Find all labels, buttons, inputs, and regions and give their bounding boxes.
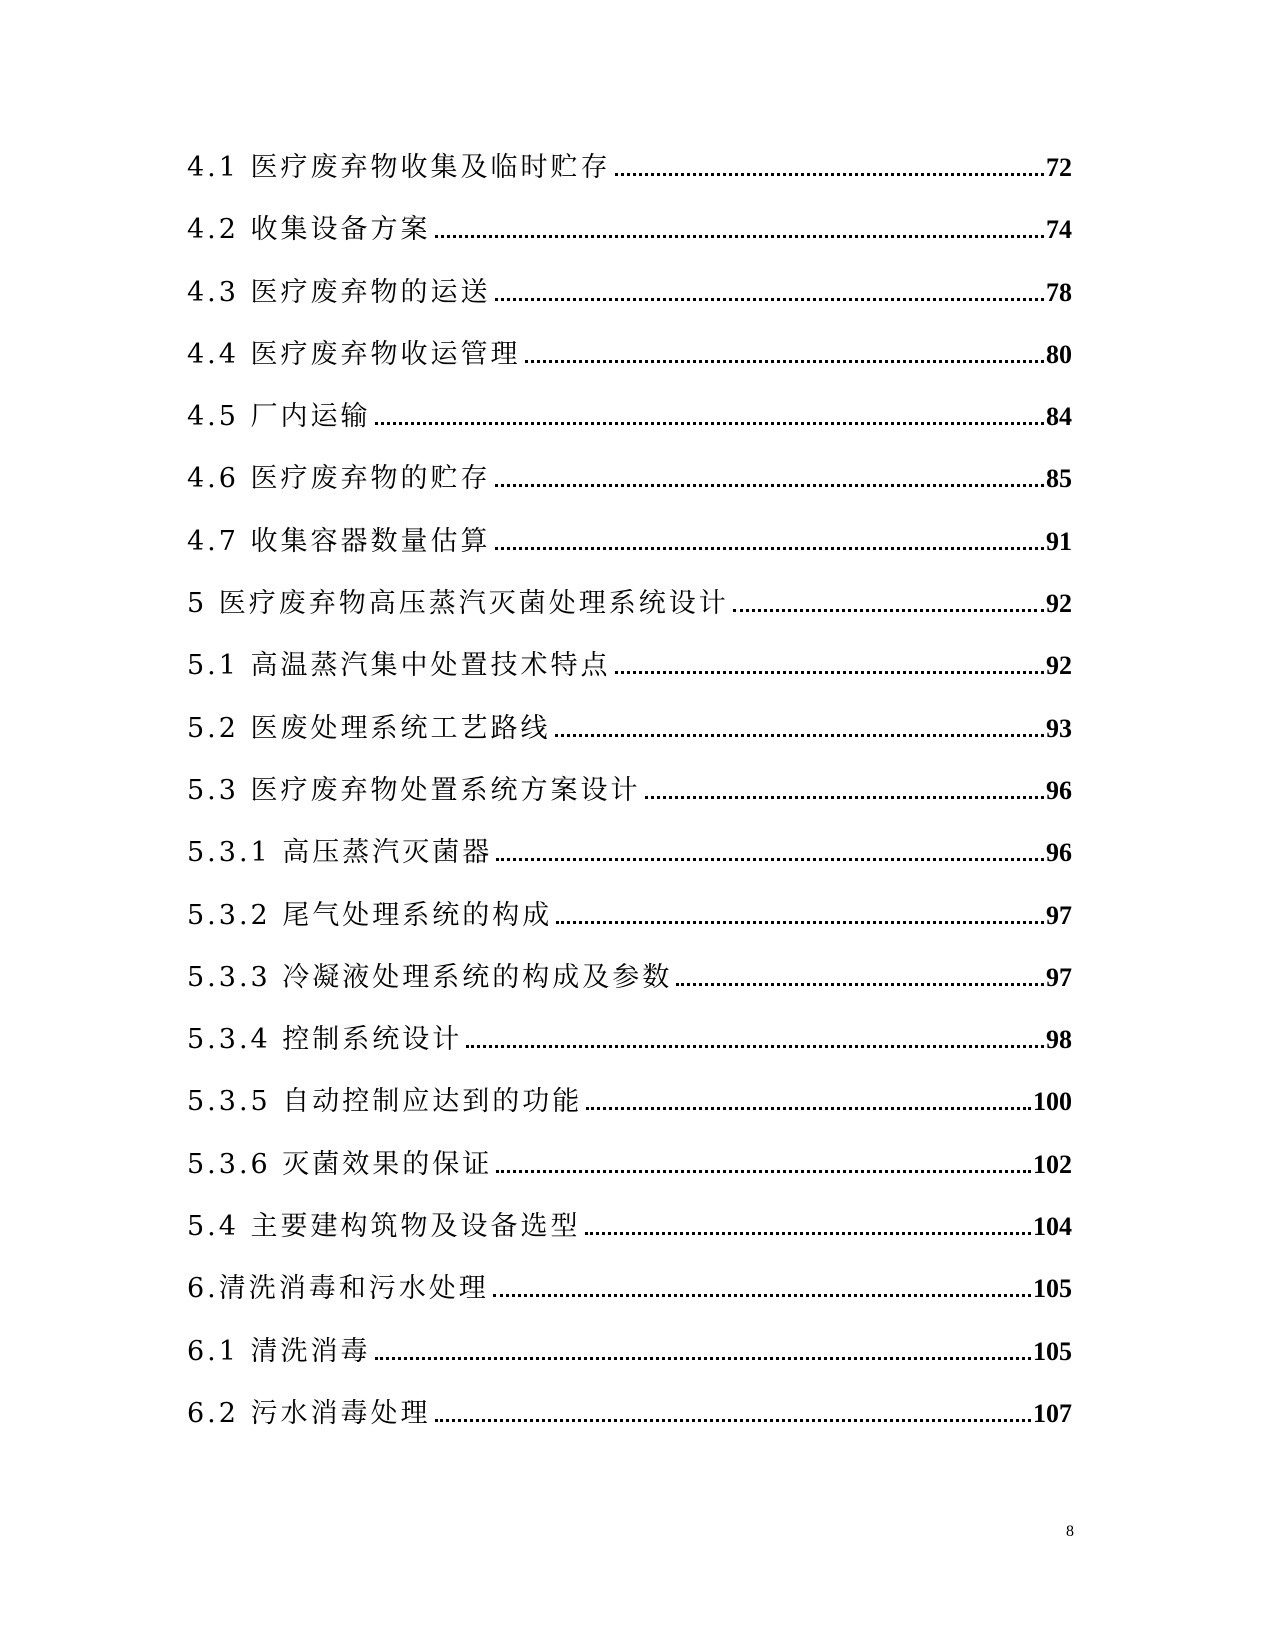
toc-entry-title: 5.3.5 自动控制应达到的功能 bbox=[187, 1086, 583, 1118]
toc-dot-leader bbox=[493, 1294, 1031, 1297]
toc-entry-page: 72 bbox=[1046, 153, 1072, 182]
toc-entry[interactable] bbox=[187, 1329, 1072, 1391]
toc-entry-page: 96 bbox=[1046, 838, 1072, 868]
toc-entry[interactable] bbox=[187, 519, 1072, 581]
toc-entry-page: 85 bbox=[1046, 464, 1072, 494]
toc-entry-page: 107 bbox=[1033, 1398, 1072, 1428]
toc-entry-page: 92 bbox=[1046, 651, 1072, 681]
toc-entry[interactable] bbox=[187, 706, 1072, 768]
page-number: 8 bbox=[1066, 1523, 1074, 1540]
toc-entry[interactable] bbox=[187, 955, 1072, 1017]
toc-entry-page: 92 bbox=[1046, 589, 1072, 619]
toc-entry[interactable] bbox=[187, 768, 1072, 830]
toc-entry-title: 4.1 医疗废弃物收集及临时贮存 bbox=[187, 152, 611, 183]
toc-entry-page: 105 bbox=[1033, 1336, 1072, 1366]
toc-dot-leader bbox=[645, 796, 1044, 799]
toc-dot-leader bbox=[435, 235, 1044, 238]
toc-entry[interactable] bbox=[187, 1142, 1072, 1204]
toc-entry-title: 4.3 医疗废弃物的运送 bbox=[187, 276, 491, 308]
toc-dot-leader bbox=[615, 671, 1044, 674]
toc-dot-leader bbox=[495, 547, 1044, 550]
table-of-contents bbox=[187, 145, 1072, 1453]
toc-entry-title: 6.清洗消毒和污水处理 bbox=[187, 1273, 489, 1305]
toc-dot-leader bbox=[435, 1419, 1031, 1422]
toc-entry-page: 104 bbox=[1033, 1212, 1072, 1242]
toc-entry[interactable] bbox=[187, 643, 1072, 705]
toc-dot-leader bbox=[496, 858, 1044, 861]
toc-entry-title: 5.3.2 尾气处理系统的构成 bbox=[187, 899, 553, 931]
toc-entry[interactable] bbox=[187, 1391, 1072, 1453]
toc-entry-title: 5.2 医废处理系统工艺路线 bbox=[187, 712, 551, 744]
toc-entry-page: 97 bbox=[1046, 900, 1072, 930]
toc-entry[interactable] bbox=[187, 1017, 1072, 1079]
toc-entry[interactable] bbox=[187, 394, 1072, 456]
toc-dot-leader bbox=[375, 422, 1044, 425]
toc-dot-leader bbox=[495, 484, 1044, 487]
toc-entry[interactable] bbox=[187, 207, 1072, 269]
toc-entry[interactable] bbox=[187, 1079, 1072, 1141]
toc-entry-page: 102 bbox=[1033, 1149, 1072, 1179]
toc-dot-leader bbox=[555, 734, 1044, 737]
toc-dot-leader bbox=[496, 1170, 1031, 1173]
toc-entry-page: 98 bbox=[1046, 1025, 1072, 1055]
toc-dot-leader bbox=[586, 1107, 1031, 1110]
toc-dot-leader bbox=[375, 1357, 1031, 1360]
toc-entry-title: 4.5 厂内运输 bbox=[187, 401, 371, 433]
toc-entry-title: 5.3.1 高压蒸汽灭菌器 bbox=[187, 837, 493, 869]
toc-entry-title: 4.2 收集设备方案 bbox=[187, 214, 431, 246]
toc-entry-title: 5 医疗废弃物高压蒸汽灭菌处理系统设计 bbox=[187, 588, 729, 620]
toc-entry-page: 78 bbox=[1046, 277, 1072, 307]
toc-dot-leader bbox=[466, 1045, 1044, 1048]
toc-entry-title: 6.1 清洗消毒 bbox=[187, 1335, 371, 1367]
toc-entry[interactable] bbox=[187, 456, 1072, 518]
toc-entry-page: 100 bbox=[1033, 1087, 1072, 1117]
toc-entry[interactable] bbox=[187, 270, 1072, 332]
toc-dot-leader bbox=[585, 1232, 1031, 1235]
toc-entry-page: 105 bbox=[1033, 1274, 1072, 1304]
toc-dot-leader bbox=[615, 173, 1044, 176]
toc-entry[interactable] bbox=[187, 145, 1072, 207]
toc-entry[interactable] bbox=[187, 893, 1072, 955]
toc-entry-title: 6.2 污水消毒处理 bbox=[187, 1397, 431, 1429]
toc-dot-leader bbox=[556, 921, 1044, 924]
toc-entry[interactable] bbox=[187, 1204, 1072, 1266]
toc-entry-title: 5.1 高温蒸汽集中处置技术特点 bbox=[187, 650, 611, 682]
toc-entry-title: 5.3.6 灭菌效果的保证 bbox=[187, 1148, 493, 1180]
toc-dot-leader bbox=[525, 360, 1044, 363]
toc-entry-title: 4.7 收集容器数量估算 bbox=[187, 525, 491, 557]
toc-entry-page: 96 bbox=[1046, 775, 1072, 805]
toc-entry-page: 91 bbox=[1046, 526, 1072, 556]
toc-entry-title: 5.3.3 冷凝液处理系统的构成及参数 bbox=[187, 961, 673, 993]
toc-entry[interactable] bbox=[187, 332, 1072, 394]
toc-entry[interactable] bbox=[187, 830, 1072, 892]
toc-entry[interactable] bbox=[187, 581, 1072, 643]
toc-entry-page: 84 bbox=[1046, 402, 1072, 432]
toc-entry-title: 4.4 医疗废弃物收运管理 bbox=[187, 338, 521, 370]
toc-entry-page: 93 bbox=[1046, 713, 1072, 743]
toc-entry-page: 97 bbox=[1046, 962, 1072, 992]
toc-entry-title: 5.3.4 控制系统设计 bbox=[187, 1024, 463, 1056]
toc-entry-title: 4.6 医疗废弃物的贮存 bbox=[187, 463, 491, 495]
toc-dot-leader bbox=[733, 609, 1044, 612]
toc-entry-page: 80 bbox=[1046, 339, 1072, 369]
toc-dot-leader bbox=[676, 983, 1044, 986]
toc-entry-title: 5.3 医疗废弃物处置系统方案设计 bbox=[187, 774, 641, 806]
toc-entry[interactable] bbox=[187, 1266, 1072, 1328]
toc-dot-leader bbox=[495, 298, 1044, 301]
toc-entry-page: 74 bbox=[1046, 215, 1072, 245]
toc-entry-title: 5.4 主要建构筑物及设备选型 bbox=[187, 1211, 581, 1243]
